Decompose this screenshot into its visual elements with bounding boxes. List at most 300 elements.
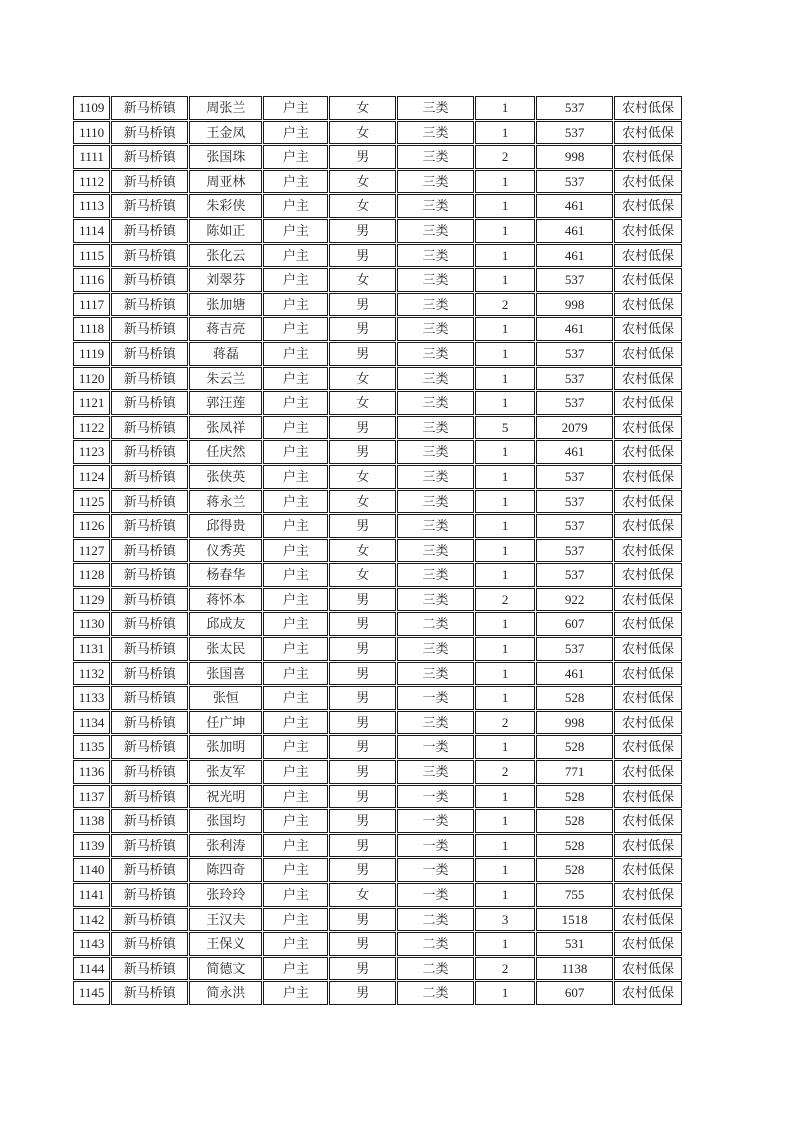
cell-serial-number: 1123 bbox=[73, 440, 110, 464]
cell-serial-number: 1115 bbox=[73, 244, 110, 268]
cell-category: 二类 bbox=[397, 932, 474, 956]
cell-gender: 女 bbox=[329, 96, 396, 120]
cell-category: 三类 bbox=[397, 170, 474, 194]
table-row bbox=[73, 612, 682, 636]
cell-category: 三类 bbox=[397, 96, 474, 120]
cell-person-count: 1 bbox=[475, 539, 535, 563]
cell-assistance-type: 农村低保 bbox=[614, 760, 682, 784]
cell-serial-number: 1111 bbox=[73, 145, 110, 169]
cell-category: 三类 bbox=[397, 293, 474, 317]
cell-name: 周亚林 bbox=[189, 170, 262, 194]
cell-serial-number: 1110 bbox=[73, 121, 110, 145]
cell-town: 新马桥镇 bbox=[111, 612, 188, 636]
cell-gender: 男 bbox=[329, 834, 396, 858]
cell-person-count: 1 bbox=[475, 662, 535, 686]
table-row bbox=[73, 662, 682, 686]
cell-amount: 528 bbox=[536, 686, 613, 710]
table-row bbox=[73, 490, 682, 514]
cell-category: 一类 bbox=[397, 785, 474, 809]
cell-name: 任庆然 bbox=[189, 440, 262, 464]
cell-relation: 户主 bbox=[263, 219, 328, 243]
cell-town: 新马桥镇 bbox=[111, 637, 188, 661]
cell-relation: 户主 bbox=[263, 908, 328, 932]
table-row bbox=[73, 465, 682, 489]
table-row bbox=[73, 637, 682, 661]
cell-category: 一类 bbox=[397, 834, 474, 858]
cell-serial-number: 1130 bbox=[73, 612, 110, 636]
table-row bbox=[73, 317, 682, 341]
cell-category: 三类 bbox=[397, 145, 474, 169]
cell-town: 新马桥镇 bbox=[111, 490, 188, 514]
cell-assistance-type: 农村低保 bbox=[614, 194, 682, 218]
cell-category: 三类 bbox=[397, 514, 474, 538]
table-row bbox=[73, 858, 682, 882]
cell-serial-number: 1142 bbox=[73, 908, 110, 932]
table-row bbox=[73, 514, 682, 538]
cell-serial-number: 1141 bbox=[73, 883, 110, 907]
cell-name: 张太民 bbox=[189, 637, 262, 661]
cell-person-count: 1 bbox=[475, 686, 535, 710]
cell-relation: 户主 bbox=[263, 391, 328, 415]
cell-serial-number: 1128 bbox=[73, 563, 110, 587]
cell-assistance-type: 农村低保 bbox=[614, 145, 682, 169]
cell-category: 三类 bbox=[397, 760, 474, 784]
cell-assistance-type: 农村低保 bbox=[614, 858, 682, 882]
cell-town: 新马桥镇 bbox=[111, 858, 188, 882]
cell-person-count: 1 bbox=[475, 809, 535, 833]
cell-gender: 男 bbox=[329, 342, 396, 366]
table-row bbox=[73, 244, 682, 268]
cell-name: 张加明 bbox=[189, 735, 262, 759]
table-row bbox=[73, 194, 682, 218]
cell-town: 新马桥镇 bbox=[111, 588, 188, 612]
cell-name: 张国珠 bbox=[189, 145, 262, 169]
cell-relation: 户主 bbox=[263, 465, 328, 489]
cell-serial-number: 1135 bbox=[73, 735, 110, 759]
cell-assistance-type: 农村低保 bbox=[614, 244, 682, 268]
cell-name: 简永洪 bbox=[189, 981, 262, 1005]
cell-person-count: 2 bbox=[475, 760, 535, 784]
cell-town: 新马桥镇 bbox=[111, 317, 188, 341]
cell-assistance-type: 农村低保 bbox=[614, 268, 682, 292]
cell-assistance-type: 农村低保 bbox=[614, 932, 682, 956]
cell-relation: 户主 bbox=[263, 686, 328, 710]
cell-gender: 男 bbox=[329, 244, 396, 268]
cell-gender: 男 bbox=[329, 908, 396, 932]
cell-town: 新马桥镇 bbox=[111, 293, 188, 317]
cell-relation: 户主 bbox=[263, 121, 328, 145]
cell-category: 三类 bbox=[397, 219, 474, 243]
cell-name: 仪秀英 bbox=[189, 539, 262, 563]
cell-name: 郭汪莲 bbox=[189, 391, 262, 415]
cell-serial-number: 1122 bbox=[73, 416, 110, 440]
cell-amount: 998 bbox=[536, 711, 613, 735]
cell-person-count: 1 bbox=[475, 194, 535, 218]
table-body bbox=[73, 96, 682, 1005]
cell-person-count: 1 bbox=[475, 735, 535, 759]
cell-gender: 男 bbox=[329, 957, 396, 981]
cell-person-count: 1 bbox=[475, 391, 535, 415]
cell-assistance-type: 农村低保 bbox=[614, 563, 682, 587]
cell-gender: 女 bbox=[329, 194, 396, 218]
cell-town: 新马桥镇 bbox=[111, 391, 188, 415]
cell-relation: 户主 bbox=[263, 268, 328, 292]
cell-serial-number: 1120 bbox=[73, 367, 110, 391]
cell-name: 张玲玲 bbox=[189, 883, 262, 907]
cell-relation: 户主 bbox=[263, 760, 328, 784]
cell-town: 新马桥镇 bbox=[111, 539, 188, 563]
cell-gender: 女 bbox=[329, 539, 396, 563]
cell-category: 三类 bbox=[397, 563, 474, 587]
cell-serial-number: 1137 bbox=[73, 785, 110, 809]
cell-name: 陈四奇 bbox=[189, 858, 262, 882]
cell-name: 张国均 bbox=[189, 809, 262, 833]
cell-amount: 528 bbox=[536, 834, 613, 858]
cell-name: 张化云 bbox=[189, 244, 262, 268]
cell-gender: 男 bbox=[329, 440, 396, 464]
cell-serial-number: 1138 bbox=[73, 809, 110, 833]
cell-amount: 537 bbox=[536, 96, 613, 120]
cell-town: 新马桥镇 bbox=[111, 662, 188, 686]
cell-relation: 户主 bbox=[263, 244, 328, 268]
cell-person-count: 2 bbox=[475, 145, 535, 169]
cell-town: 新马桥镇 bbox=[111, 342, 188, 366]
cell-category: 二类 bbox=[397, 981, 474, 1005]
cell-serial-number: 1136 bbox=[73, 760, 110, 784]
cell-assistance-type: 农村低保 bbox=[614, 367, 682, 391]
cell-amount: 461 bbox=[536, 219, 613, 243]
cell-gender: 男 bbox=[329, 637, 396, 661]
cell-person-count: 5 bbox=[475, 416, 535, 440]
cell-amount: 537 bbox=[536, 367, 613, 391]
cell-relation: 户主 bbox=[263, 637, 328, 661]
cell-name: 张利涛 bbox=[189, 834, 262, 858]
cell-person-count: 1 bbox=[475, 219, 535, 243]
cell-amount: 1138 bbox=[536, 957, 613, 981]
cell-name: 蒋磊 bbox=[189, 342, 262, 366]
cell-assistance-type: 农村低保 bbox=[614, 809, 682, 833]
cell-name: 周张兰 bbox=[189, 96, 262, 120]
cell-serial-number: 1113 bbox=[73, 194, 110, 218]
cell-amount: 537 bbox=[536, 514, 613, 538]
cell-person-count: 2 bbox=[475, 293, 535, 317]
cell-category: 三类 bbox=[397, 317, 474, 341]
cell-serial-number: 1127 bbox=[73, 539, 110, 563]
table-row bbox=[73, 883, 682, 907]
cell-name: 刘翠芬 bbox=[189, 268, 262, 292]
cell-relation: 户主 bbox=[263, 981, 328, 1005]
cell-assistance-type: 农村低保 bbox=[614, 391, 682, 415]
cell-amount: 537 bbox=[536, 121, 613, 145]
table-row bbox=[73, 588, 682, 612]
cell-relation: 户主 bbox=[263, 957, 328, 981]
cell-assistance-type: 农村低保 bbox=[614, 981, 682, 1005]
cell-town: 新马桥镇 bbox=[111, 908, 188, 932]
cell-category: 一类 bbox=[397, 735, 474, 759]
cell-assistance-type: 农村低保 bbox=[614, 883, 682, 907]
cell-person-count: 1 bbox=[475, 465, 535, 489]
cell-person-count: 1 bbox=[475, 268, 535, 292]
table-row bbox=[73, 563, 682, 587]
cell-gender: 男 bbox=[329, 416, 396, 440]
cell-assistance-type: 农村低保 bbox=[614, 539, 682, 563]
cell-assistance-type: 农村低保 bbox=[614, 317, 682, 341]
cell-town: 新马桥镇 bbox=[111, 440, 188, 464]
cell-relation: 户主 bbox=[263, 711, 328, 735]
cell-category: 三类 bbox=[397, 268, 474, 292]
cell-gender: 女 bbox=[329, 563, 396, 587]
cell-town: 新马桥镇 bbox=[111, 416, 188, 440]
cell-gender: 男 bbox=[329, 858, 396, 882]
cell-town: 新马桥镇 bbox=[111, 194, 188, 218]
cell-town: 新马桥镇 bbox=[111, 809, 188, 833]
table-row bbox=[73, 121, 682, 145]
cell-assistance-type: 农村低保 bbox=[614, 96, 682, 120]
cell-serial-number: 1126 bbox=[73, 514, 110, 538]
cell-town: 新马桥镇 bbox=[111, 465, 188, 489]
cell-gender: 男 bbox=[329, 145, 396, 169]
cell-relation: 户主 bbox=[263, 932, 328, 956]
cell-person-count: 2 bbox=[475, 711, 535, 735]
cell-assistance-type: 农村低保 bbox=[614, 957, 682, 981]
cell-category: 三类 bbox=[397, 121, 474, 145]
cell-serial-number: 1109 bbox=[73, 96, 110, 120]
cell-gender: 男 bbox=[329, 981, 396, 1005]
cell-name: 张加塘 bbox=[189, 293, 262, 317]
cell-relation: 户主 bbox=[263, 490, 328, 514]
table-row bbox=[73, 957, 682, 981]
cell-town: 新马桥镇 bbox=[111, 981, 188, 1005]
cell-name: 蒋吉亮 bbox=[189, 317, 262, 341]
cell-gender: 女 bbox=[329, 170, 396, 194]
cell-person-count: 3 bbox=[475, 908, 535, 932]
cell-person-count: 1 bbox=[475, 785, 535, 809]
cell-assistance-type: 农村低保 bbox=[614, 121, 682, 145]
cell-relation: 户主 bbox=[263, 293, 328, 317]
cell-category: 三类 bbox=[397, 244, 474, 268]
table-row bbox=[73, 785, 682, 809]
cell-gender: 男 bbox=[329, 514, 396, 538]
cell-assistance-type: 农村低保 bbox=[614, 686, 682, 710]
cell-serial-number: 1119 bbox=[73, 342, 110, 366]
cell-name: 邱得贵 bbox=[189, 514, 262, 538]
cell-relation: 户主 bbox=[263, 612, 328, 636]
cell-gender: 男 bbox=[329, 588, 396, 612]
cell-gender: 男 bbox=[329, 760, 396, 784]
cell-category: 三类 bbox=[397, 194, 474, 218]
cell-assistance-type: 农村低保 bbox=[614, 588, 682, 612]
cell-gender: 男 bbox=[329, 711, 396, 735]
cell-amount: 461 bbox=[536, 244, 613, 268]
table-row bbox=[73, 809, 682, 833]
cell-amount: 528 bbox=[536, 785, 613, 809]
cell-relation: 户主 bbox=[263, 342, 328, 366]
cell-assistance-type: 农村低保 bbox=[614, 170, 682, 194]
cell-person-count: 1 bbox=[475, 563, 535, 587]
cell-town: 新马桥镇 bbox=[111, 711, 188, 735]
cell-gender: 女 bbox=[329, 883, 396, 907]
cell-name: 张国喜 bbox=[189, 662, 262, 686]
cell-amount: 607 bbox=[536, 981, 613, 1005]
table-row bbox=[73, 760, 682, 784]
cell-relation: 户主 bbox=[263, 858, 328, 882]
subsistence-allowance-table-container bbox=[72, 95, 683, 1006]
table-row bbox=[73, 342, 682, 366]
cell-assistance-type: 农村低保 bbox=[614, 637, 682, 661]
cell-town: 新马桥镇 bbox=[111, 170, 188, 194]
cell-person-count: 1 bbox=[475, 883, 535, 907]
cell-town: 新马桥镇 bbox=[111, 834, 188, 858]
cell-relation: 户主 bbox=[263, 367, 328, 391]
cell-town: 新马桥镇 bbox=[111, 96, 188, 120]
cell-gender: 男 bbox=[329, 293, 396, 317]
cell-town: 新马桥镇 bbox=[111, 145, 188, 169]
cell-assistance-type: 农村低保 bbox=[614, 834, 682, 858]
table-row bbox=[73, 145, 682, 169]
cell-person-count: 1 bbox=[475, 96, 535, 120]
cell-gender: 男 bbox=[329, 686, 396, 710]
cell-relation: 户主 bbox=[263, 785, 328, 809]
cell-assistance-type: 农村低保 bbox=[614, 342, 682, 366]
cell-category: 三类 bbox=[397, 367, 474, 391]
cell-serial-number: 1116 bbox=[73, 268, 110, 292]
cell-assistance-type: 农村低保 bbox=[614, 908, 682, 932]
cell-amount: 461 bbox=[536, 317, 613, 341]
cell-town: 新马桥镇 bbox=[111, 686, 188, 710]
table-row bbox=[73, 735, 682, 759]
subsistence-allowance-table bbox=[72, 95, 683, 1006]
cell-person-count: 1 bbox=[475, 637, 535, 661]
cell-name: 蒋怀本 bbox=[189, 588, 262, 612]
cell-person-count: 1 bbox=[475, 858, 535, 882]
cell-category: 三类 bbox=[397, 490, 474, 514]
cell-serial-number: 1121 bbox=[73, 391, 110, 415]
cell-gender: 男 bbox=[329, 219, 396, 243]
cell-gender: 男 bbox=[329, 612, 396, 636]
cell-gender: 男 bbox=[329, 735, 396, 759]
cell-town: 新马桥镇 bbox=[111, 514, 188, 538]
cell-person-count: 1 bbox=[475, 981, 535, 1005]
cell-person-count: 1 bbox=[475, 612, 535, 636]
cell-category: 三类 bbox=[397, 588, 474, 612]
cell-town: 新马桥镇 bbox=[111, 735, 188, 759]
cell-serial-number: 1131 bbox=[73, 637, 110, 661]
table-row bbox=[73, 416, 682, 440]
cell-amount: 755 bbox=[536, 883, 613, 907]
cell-assistance-type: 农村低保 bbox=[614, 465, 682, 489]
cell-assistance-type: 农村低保 bbox=[614, 514, 682, 538]
table-row bbox=[73, 932, 682, 956]
cell-relation: 户主 bbox=[263, 809, 328, 833]
cell-relation: 户主 bbox=[263, 588, 328, 612]
cell-serial-number: 1144 bbox=[73, 957, 110, 981]
cell-town: 新马桥镇 bbox=[111, 883, 188, 907]
cell-category: 一类 bbox=[397, 858, 474, 882]
cell-category: 三类 bbox=[397, 391, 474, 415]
cell-category: 三类 bbox=[397, 342, 474, 366]
cell-town: 新马桥镇 bbox=[111, 785, 188, 809]
cell-amount: 771 bbox=[536, 760, 613, 784]
cell-name: 蒋永兰 bbox=[189, 490, 262, 514]
cell-category: 三类 bbox=[397, 440, 474, 464]
cell-category: 三类 bbox=[397, 465, 474, 489]
cell-relation: 户主 bbox=[263, 539, 328, 563]
cell-amount: 528 bbox=[536, 735, 613, 759]
cell-town: 新马桥镇 bbox=[111, 121, 188, 145]
cell-assistance-type: 农村低保 bbox=[614, 293, 682, 317]
cell-person-count: 1 bbox=[475, 490, 535, 514]
cell-person-count: 1 bbox=[475, 514, 535, 538]
cell-person-count: 1 bbox=[475, 244, 535, 268]
cell-serial-number: 1134 bbox=[73, 711, 110, 735]
cell-relation: 户主 bbox=[263, 416, 328, 440]
table-row bbox=[73, 981, 682, 1005]
cell-gender: 男 bbox=[329, 662, 396, 686]
cell-relation: 户主 bbox=[263, 514, 328, 538]
cell-assistance-type: 农村低保 bbox=[614, 612, 682, 636]
cell-gender: 男 bbox=[329, 317, 396, 341]
cell-amount: 531 bbox=[536, 932, 613, 956]
cell-gender: 女 bbox=[329, 268, 396, 292]
cell-assistance-type: 农村低保 bbox=[614, 490, 682, 514]
cell-amount: 528 bbox=[536, 858, 613, 882]
cell-amount: 607 bbox=[536, 612, 613, 636]
cell-amount: 537 bbox=[536, 563, 613, 587]
cell-relation: 户主 bbox=[263, 735, 328, 759]
cell-serial-number: 1117 bbox=[73, 293, 110, 317]
cell-town: 新马桥镇 bbox=[111, 244, 188, 268]
table-row bbox=[73, 686, 682, 710]
table-row bbox=[73, 293, 682, 317]
table-row bbox=[73, 908, 682, 932]
cell-relation: 户主 bbox=[263, 317, 328, 341]
cell-amount: 537 bbox=[536, 391, 613, 415]
cell-relation: 户主 bbox=[263, 194, 328, 218]
cell-person-count: 1 bbox=[475, 932, 535, 956]
cell-assistance-type: 农村低保 bbox=[614, 711, 682, 735]
table-row bbox=[73, 219, 682, 243]
cell-name: 朱云兰 bbox=[189, 367, 262, 391]
cell-serial-number: 1118 bbox=[73, 317, 110, 341]
cell-serial-number: 1129 bbox=[73, 588, 110, 612]
cell-serial-number: 1112 bbox=[73, 170, 110, 194]
cell-person-count: 1 bbox=[475, 834, 535, 858]
cell-relation: 户主 bbox=[263, 563, 328, 587]
cell-category: 三类 bbox=[397, 711, 474, 735]
cell-name: 简德文 bbox=[189, 957, 262, 981]
cell-name: 张恒 bbox=[189, 686, 262, 710]
cell-category: 一类 bbox=[397, 883, 474, 907]
cell-relation: 户主 bbox=[263, 440, 328, 464]
cell-name: 王保义 bbox=[189, 932, 262, 956]
cell-relation: 户主 bbox=[263, 662, 328, 686]
cell-name: 杨春华 bbox=[189, 563, 262, 587]
cell-serial-number: 1132 bbox=[73, 662, 110, 686]
cell-amount: 1518 bbox=[536, 908, 613, 932]
cell-gender: 男 bbox=[329, 932, 396, 956]
cell-relation: 户主 bbox=[263, 883, 328, 907]
cell-name: 祝光明 bbox=[189, 785, 262, 809]
cell-name: 张友军 bbox=[189, 760, 262, 784]
cell-name: 任广坤 bbox=[189, 711, 262, 735]
cell-person-count: 1 bbox=[475, 342, 535, 366]
table-row bbox=[73, 539, 682, 563]
cell-serial-number: 1145 bbox=[73, 981, 110, 1005]
table-row bbox=[73, 834, 682, 858]
table-row bbox=[73, 711, 682, 735]
cell-name: 王汉夫 bbox=[189, 908, 262, 932]
cell-gender: 女 bbox=[329, 121, 396, 145]
